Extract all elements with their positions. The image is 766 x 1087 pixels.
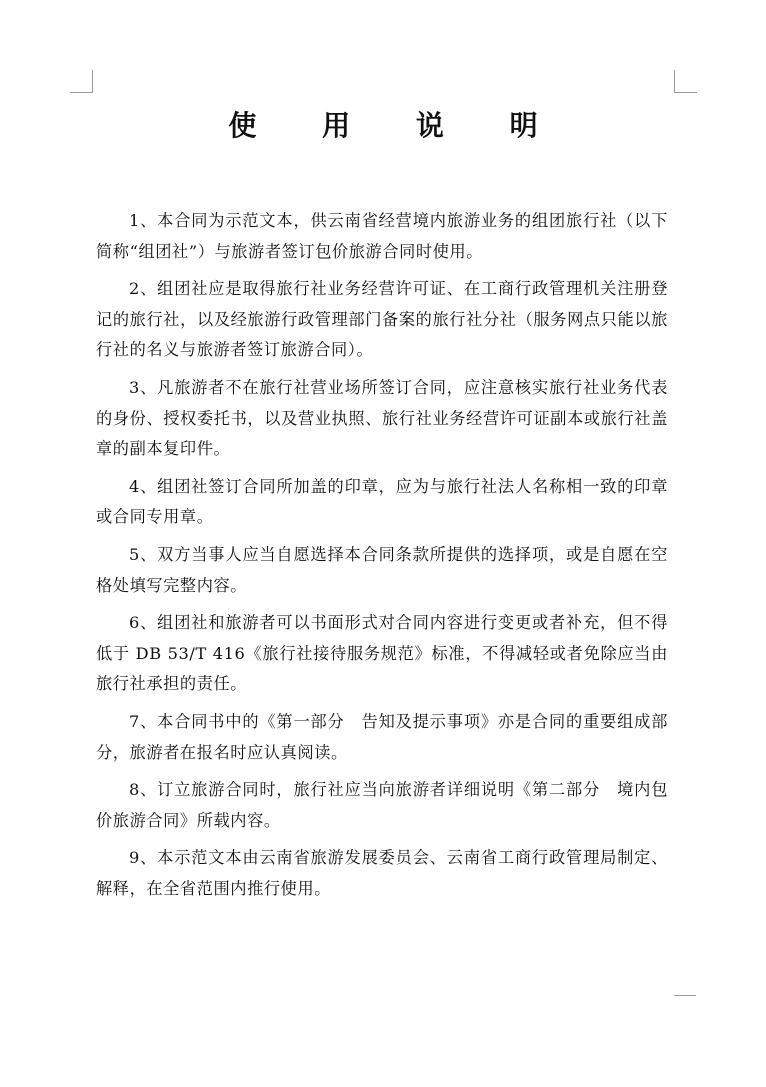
page-corner-mark-bottom-right [674, 995, 696, 996]
paragraph-9: 9、本示范文本由云南省旅游发展委员会、云南省工商行政管理局制定、解释，在全省范围内推行使用。 [96, 848, 668, 898]
page-corner-mark-top-left [70, 70, 93, 93]
paragraph-7: 7、本合同书中的《第一部分 告知及提示事项》亦是合同的重要组成部分，旅游者在报名时应认真阅读。 [96, 711, 668, 762]
page-title: 使 用 说 明 [228, 109, 566, 142]
paragraph-4: 4、组团社签订合同所加盖的印章，应为与旅行社法人名称相一致的印章或合同专用章。 [96, 476, 668, 527]
paragraph-2: 2、组团社应是取得旅行社业务经营许可证、在工商行政管理机关注册登记的旅行社，以及经旅游行政管理部门备案的旅行社分社（服务网点只能以旅行社的名义与旅游者签订旅游合同）。 [96, 279, 668, 360]
document-body [96, 206, 668, 911]
paragraph-8: 8、订立旅游合同时，旅行社应当向旅游者详细说明《第二部分 境内包价旅游合同》所载内容。 [96, 780, 668, 830]
page-corner-mark-top-right [674, 70, 697, 93]
paragraph-1: 1、本合同为示范文本，供云南省经营境内旅游业务的组团旅行社（以下简称“组团社”）与旅游者签订包价旅游合同时使用。 [96, 211, 668, 261]
paragraph-5: 5、双方当事人应当自愿选择本合同条款所提供的选择项，或是自愿在空格处填写完整内容。 [96, 544, 668, 595]
paragraph-6: 6、组团社和旅游者可以书面形式对合同内容进行变更或者补充，但不得低于 DB 53/T 416《旅行社接待服务规范》标准，不得减轻或者免除应当由旅行社承担的责任。 [96, 613, 668, 694]
paragraph-3: 3、凡旅游者不在旅行社营业场所签订合同，应注意核实旅行社业务代表的身份、授权委托书，以及营业执照、旅行社业务经营许可证副本或旅行社盖章的副本复印件。 [96, 377, 668, 459]
